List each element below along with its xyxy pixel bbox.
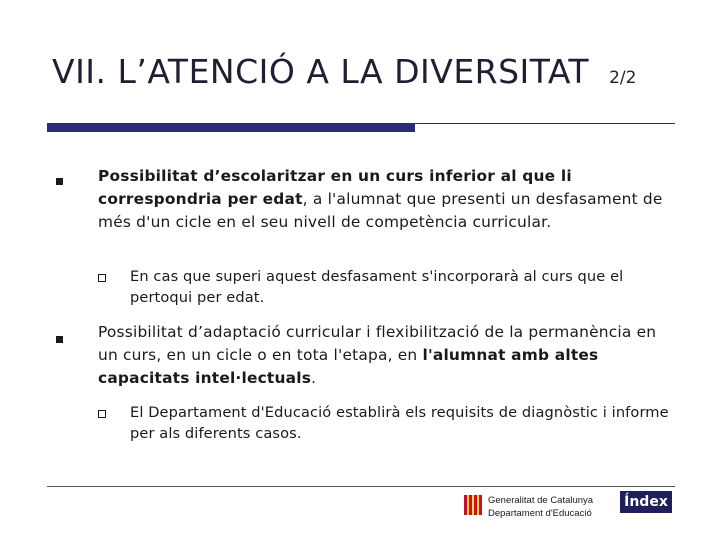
bullet-2-sub-text: El Departament d'Educació establirà els requisits de diagnòstic i informe per als diferents casos. — [130, 404, 669, 442]
bullet-2-text — [98, 321, 658, 390]
bullet-square-icon — [56, 178, 63, 185]
bullet-square-icon — [56, 336, 63, 343]
bullet-1-sub-text: En cas que superi aquest desfasament s'incorporarà al curs que el pertoqui per edat. — [130, 268, 624, 306]
title-text: VII. L’ATENCIÓ A LA DIVERSITAT — [52, 52, 590, 91]
index-button[interactable]: Índex — [620, 491, 672, 513]
org-line-1: Generalitat de Catalunya — [488, 495, 594, 506]
title-underline-thick — [47, 124, 415, 132]
bullet-2-bold: l'alumnat amb altes capacitats intel·lectuals — [98, 346, 599, 387]
subbullet-square-icon — [98, 410, 106, 418]
org-line-2: Departament d'Educació — [488, 508, 592, 519]
slide-title — [52, 52, 636, 91]
bullet-1-rest: , a l'alumnat que presenti un desfasament de més d'un cicle en el seu nivell de competència curricular. — [98, 190, 663, 231]
bullet-1-text — [98, 165, 678, 234]
bullet-2-pre: Possibilitat d’adaptació curricular i flexibilització de la permanència en un curs, en un cicle o en tota l'etapa, en — [98, 323, 657, 364]
bullet-2-post: . — [311, 369, 317, 387]
page-indicator: 2/2 — [609, 68, 637, 88]
footer-divider — [47, 486, 675, 487]
bullet-1-bold: Possibilitat d’escolaritzar en un curs inferior al que li correspondria per edat — [98, 167, 572, 208]
senyera-logo-icon — [464, 495, 482, 515]
organization-name — [488, 494, 593, 520]
subbullet-square-icon — [98, 274, 106, 282]
